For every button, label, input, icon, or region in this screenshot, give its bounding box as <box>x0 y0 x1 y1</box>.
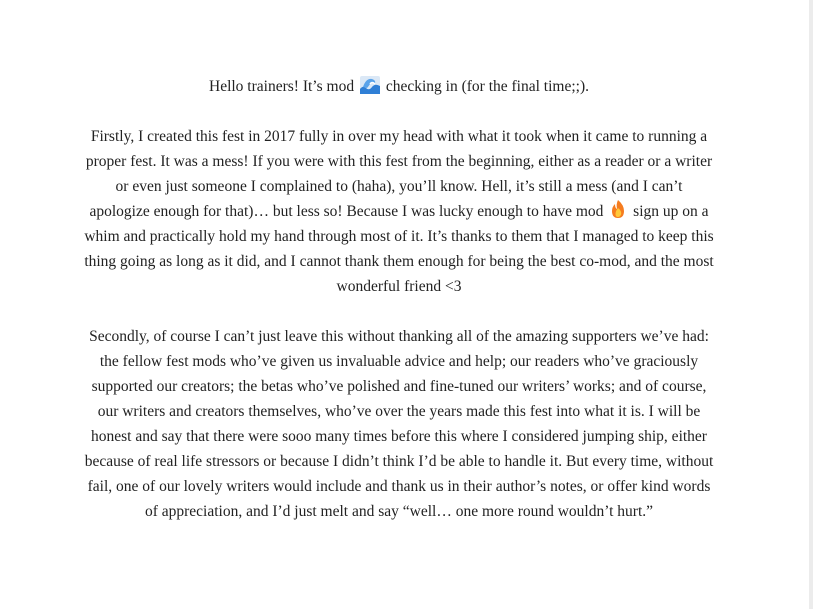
post-body <box>84 74 714 549</box>
fire-icon <box>609 199 627 219</box>
page-scroll-edge <box>809 0 813 609</box>
paragraph-firstly-text-start: Firstly, I created this fest in 2017 fully in over my head with what it took when it came to running a proper fest. It was a mess! If you were with this fest from the beginning, either as a reader or a writer or even just someone I complained to (haha), you’ll know. Hell, it’s still a mess (and I can’t apologize enough for that)… but less so! Because I was lucky enough to have mod <box>85 128 713 220</box>
paragraph-secondly: Secondly, of course I can’t just leave this without thanking all of the amazing supporters we’ve had: the fellow fest mods who’ve given us invaluable advice and help; our readers who’ve graciously supported our creators; the betas who’ve polished and fine-tuned our writers’ works; and of course, our writers and creators themselves, who’ve over the years made this fest into what it is. I will be honest and say that there were sooo many times before this where I considered jumping ship, either because of real life stressors or because I didn’t think I’d be able to handle it. But every time, without fail, one of our lovely writers would include and thank us in their author’s notes, or offer kind words of appreciation, and I’d just melt and say “well… one more round wouldn’t hurt.” <box>84 328 714 520</box>
paragraph-firstly <box>84 124 714 299</box>
greeting-line <box>84 74 714 99</box>
paragraph-firstly-text-end: sign up on a whim and practically hold my hand through most of it. It’s thanks to them that I managed to keep this thing going as long as it did, and I cannot thank them enough for being the best co-mod, and the most wonderful friend <3 <box>84 203 714 295</box>
water-wave-icon <box>360 76 380 94</box>
greeting-text-end: checking in (for the final time;;). <box>381 78 589 95</box>
greeting-text-start: Hello trainers! It’s mod <box>209 78 358 95</box>
